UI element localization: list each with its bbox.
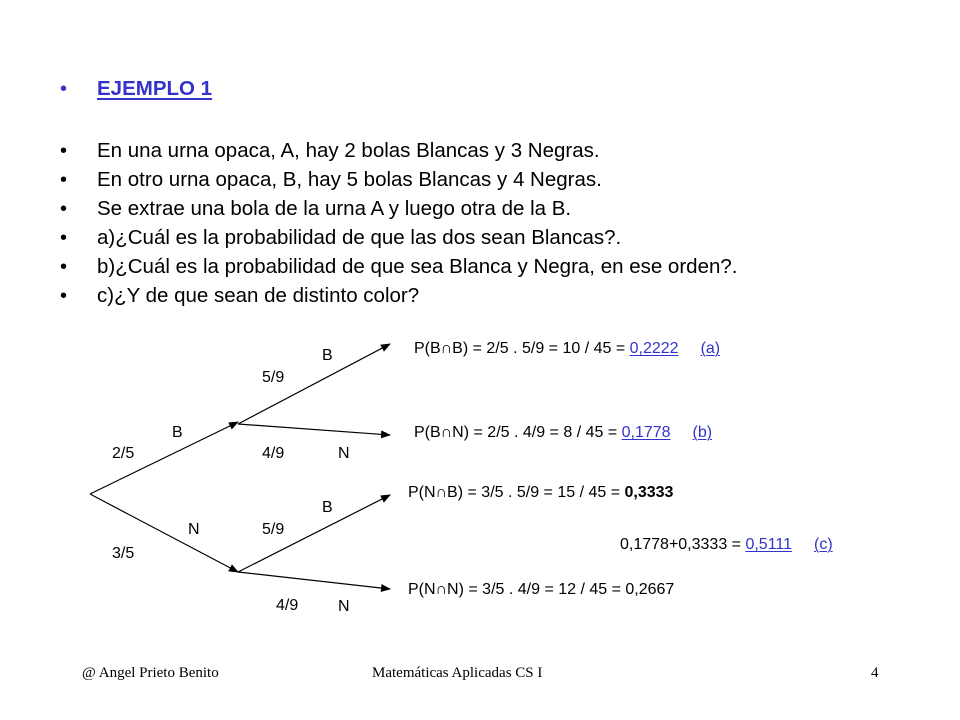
prob-label-black-white: 5/9 xyxy=(262,521,285,538)
result-bn-tag: (b) xyxy=(692,424,713,441)
result-sum-expr: 0,1778+0,3333 = xyxy=(620,536,746,553)
result-bb-value: 0,2222 xyxy=(629,340,679,357)
node-label-white-black: N xyxy=(338,445,350,462)
node-label-black-black: N xyxy=(338,598,350,615)
statement-text: Se extrae una bola de la urna A y luego otra de la B. xyxy=(97,197,572,220)
statement-text: En otro urna opaca, B, hay 5 bolas Blancas y 4 Negras. xyxy=(97,168,602,191)
bullet-icon: • xyxy=(60,227,68,249)
footer-page-number: 4 xyxy=(871,665,879,681)
result-bn-expr: P(B∩N) = 2/5 . 4/9 = 8 / 45 = xyxy=(414,424,622,441)
question-text: b)¿Cuál es la probabilidad de que sea Blanca y Negra, en ese orden?. xyxy=(97,255,738,278)
result-bb-tag: (a) xyxy=(700,340,721,357)
result-nb-expr: P(N∩B) = 3/5 . 5/9 = 15 / 45 = xyxy=(408,484,625,501)
branch-white-white xyxy=(238,344,390,424)
footer-course: Matemáticas Aplicadas CS I xyxy=(372,665,543,681)
result-nn xyxy=(408,581,674,599)
statement-text: En una urna opaca, A, hay 2 bolas Blancas y 3 Negras. xyxy=(97,139,600,162)
bullet-icon: • xyxy=(60,169,68,191)
bullet-icon: • xyxy=(60,285,68,307)
result-nn-expr: P(N∩N) = 3/5 . 4/9 = 12 / 45 = 0,2667 xyxy=(408,581,675,598)
branch-black-white xyxy=(238,495,390,572)
result-bb-expr: P(B∩B) = 2/5 . 5/9 = 10 / 45 = xyxy=(414,340,630,357)
question-text: a)¿Cuál es la probabilidad de que las dos sean Blancas?. xyxy=(97,226,622,249)
result-sum xyxy=(620,536,833,554)
question-text: c)¿Y de que sean de distinto color? xyxy=(97,284,420,307)
node-label-black-first: N xyxy=(188,521,200,538)
slide-title: EJEMPLO 1 xyxy=(97,77,213,100)
branch-white-black xyxy=(238,424,390,435)
result-nb-value: 0,3333 xyxy=(624,484,674,501)
result-bb xyxy=(414,340,720,358)
footer-author: @ Angel Prieto Benito xyxy=(82,665,219,681)
bullet-icon: • xyxy=(60,198,68,220)
result-sum-tag: (c) xyxy=(814,536,833,553)
node-label-black-white: B xyxy=(322,499,333,516)
bullet-icon: • xyxy=(60,140,68,162)
node-label-white-first: B xyxy=(172,424,183,441)
branch-black-black xyxy=(238,572,390,589)
prob-label-white-first: 2/5 xyxy=(112,445,135,462)
prob-label-black-first: 3/5 xyxy=(112,545,135,562)
node-label-white-white: B xyxy=(322,347,333,364)
bullet-icon: • xyxy=(60,78,68,100)
prob-label-white-white: 5/9 xyxy=(262,369,285,386)
result-bn xyxy=(414,424,712,442)
result-nb xyxy=(408,484,673,502)
prob-label-white-black: 4/9 xyxy=(262,445,285,462)
result-bn-value: 0,1778 xyxy=(621,424,671,441)
prob-label-black-black: 4/9 xyxy=(276,597,299,614)
result-sum-value: 0,5111 xyxy=(745,536,793,553)
bullet-icon: • xyxy=(60,256,68,278)
